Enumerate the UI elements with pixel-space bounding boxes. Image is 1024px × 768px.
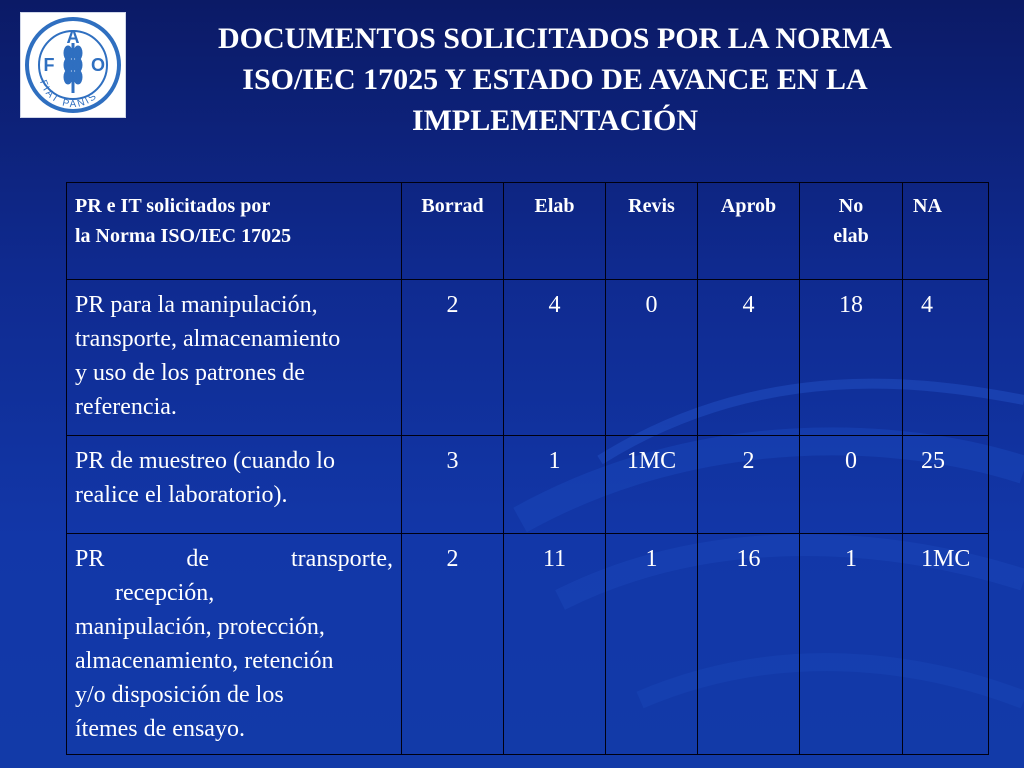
row-label-line: manipulación, protección, [75, 614, 325, 640]
row-label-line: PR para la manipulación, [75, 292, 318, 318]
logo-letter-f: F [43, 55, 55, 75]
cell-revis: 1MC [606, 436, 698, 534]
header-revis: Revis [606, 183, 698, 280]
header-no-elab-line-2: elab [833, 225, 869, 247]
cell-aprob: 2 [698, 436, 800, 534]
status-table [66, 182, 989, 755]
cell-no-elab: 18 [800, 280, 903, 436]
logo-motto: FIAT PANIS [37, 78, 101, 111]
row-label-line: almacenamiento, retención [75, 648, 334, 674]
wheat-icon [65, 43, 81, 93]
header-no-elab-line-1: No [838, 195, 864, 217]
cell-elab: 4 [504, 280, 606, 436]
cell-borrad: 3 [402, 436, 504, 534]
header-document-label [67, 183, 402, 280]
cell-no-elab: 0 [800, 436, 903, 534]
header-no-elab [800, 183, 903, 280]
cell-revis: 1 [606, 534, 698, 755]
logo-letter-a: A [66, 27, 80, 47]
page-title [150, 18, 960, 141]
row-label-line: PR de muestreo (cuando lo [75, 448, 335, 474]
cell-borrad: 2 [402, 534, 504, 755]
row-label [67, 280, 402, 436]
header-label-line-1: PR e IT solicitados por [75, 195, 271, 217]
cell-elab: 11 [504, 534, 606, 755]
row-label-first-line [75, 542, 393, 576]
cell-borrad: 2 [402, 280, 504, 436]
row-label-line: y/o disposición de los [75, 682, 284, 708]
table-header-row [67, 183, 989, 280]
row-label-line: recepción, [115, 580, 215, 606]
cell-na: 25 [903, 436, 989, 534]
header-elab: Elab [504, 183, 606, 280]
cell-aprob: 16 [698, 534, 800, 755]
row-label-line: referencia. [75, 394, 177, 420]
cell-no-elab: 1 [800, 534, 903, 755]
row-label-word: transporte, [291, 546, 393, 572]
title-line-2: ISO/IEC 17025 Y ESTADO DE AVANCE EN LA [242, 63, 868, 96]
table-row [67, 436, 989, 534]
header-aprob: Aprob [698, 183, 800, 280]
fao-logo [20, 12, 126, 118]
cell-na: 4 [903, 280, 989, 436]
header-na: NA [903, 183, 989, 280]
row-label-line: ítemes de ensayo. [75, 716, 245, 742]
row-label-line: realice el laboratorio). [75, 482, 288, 508]
cell-aprob: 4 [698, 280, 800, 436]
row-label [67, 436, 402, 534]
header-borrad: Borrad [402, 183, 504, 280]
header-label-line-2: la Norma ISO/IEC 17025 [75, 225, 292, 247]
table-row [67, 534, 989, 755]
cell-elab: 1 [504, 436, 606, 534]
cell-revis: 0 [606, 280, 698, 436]
cell-na: 1MC [903, 534, 989, 755]
row-label-line: y uso de los patrones de [75, 360, 305, 386]
table-row [67, 280, 989, 436]
row-label-line: transporte, almacenamiento [75, 326, 341, 352]
logo-letter-o: O [90, 55, 106, 75]
row-label [67, 534, 402, 755]
title-line-3: IMPLEMENTACIÓN [411, 104, 699, 137]
title-line-1: DOCUMENTOS SOLICITADOS POR LA NORMA [218, 22, 892, 55]
row-label-word: de [186, 546, 210, 572]
row-label-word: PR [75, 546, 105, 572]
